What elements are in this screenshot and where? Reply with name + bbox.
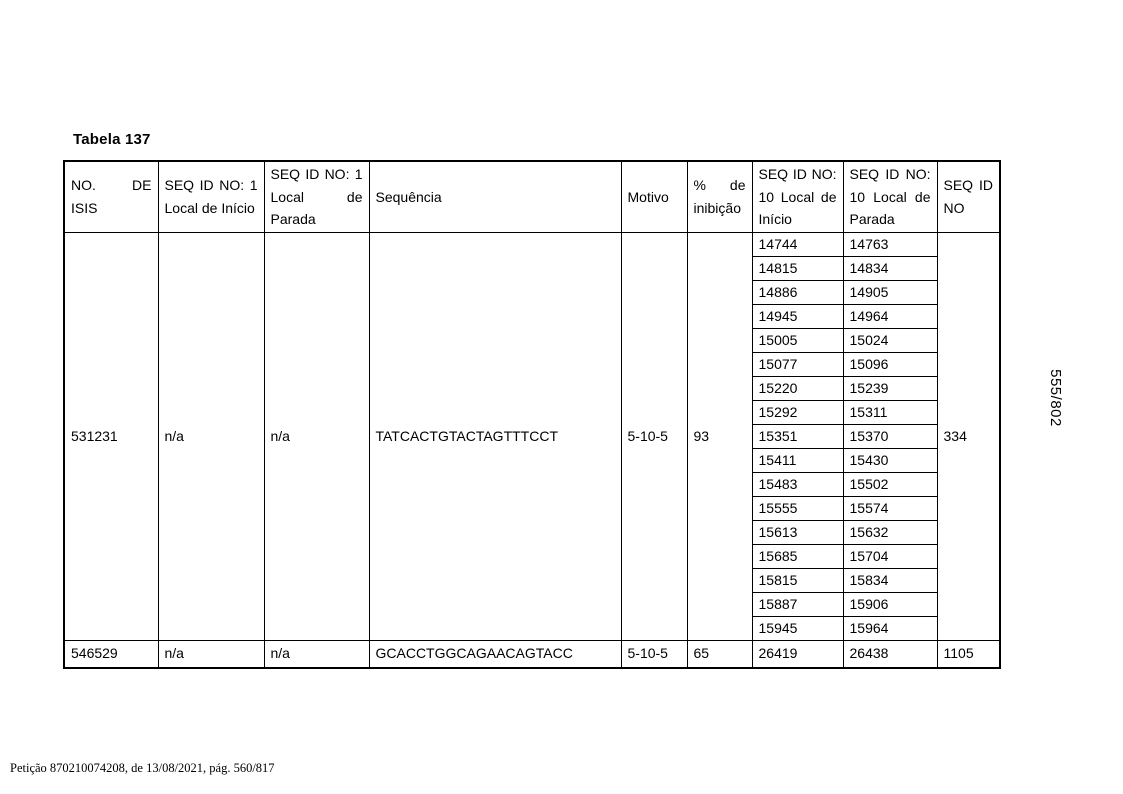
cell-inhibition: 65 [687,640,752,668]
header-line: 10 Local de [758,188,837,205]
header-line: Local de Início [164,199,255,216]
cell-site-start: 15411 [752,448,843,472]
header-line: SEQ ID NO: [849,166,931,182]
cell-motif: 5-10-5 [621,232,687,640]
data-row-1 [64,232,1000,256]
cell-site-start: 15077 [752,352,843,376]
page-title: Tabela 137 [73,131,151,148]
header-motivo [621,161,687,232]
cell-site-start: 14815 [752,256,843,280]
header-row [64,161,1000,232]
cell-site-stop: 15370 [843,424,937,448]
petition-footer: Petição 870210074208, de 13/08/2021, pág. 560/817 [10,761,275,775]
cell-site-start: 14886 [752,280,843,304]
cell-site-stop: 15430 [843,448,937,472]
cell-site-stop: 14834 [843,256,937,280]
cell-site-start: 14744 [752,232,843,256]
cell-site-stop: 14905 [843,280,937,304]
cell-site-stop: 15502 [843,472,937,496]
cell-seq1-stop: n/a [264,640,369,668]
header-line: inibição [693,199,741,216]
header-line: Parada [270,211,316,227]
cell-seq1-stop: n/a [264,232,369,640]
cell-isis: 531231 [64,232,158,640]
cell-site-start: 15555 [752,496,843,520]
cell-site-stop: 15964 [843,616,937,640]
cell-motif: 5-10-5 [621,640,687,668]
header-line: Motivo [627,188,669,205]
sequence-table [63,160,1001,669]
header-seq-id-no [937,161,1000,232]
cell-site-start: 15815 [752,568,843,592]
header-seq1-local-inicio [158,161,264,232]
cell-site-stop: 15906 [843,592,937,616]
header-line: Início [758,211,792,227]
cell-site-stop: 15024 [843,328,937,352]
cell-site-stop: 26438 [843,640,937,668]
vertical-page-number: 555/802 [1047,369,1064,427]
cell-site-start: 15613 [752,520,843,544]
header-line: SEQ ID [943,177,993,194]
cell-site-start: 15220 [752,376,843,400]
cell-site-stop: 15096 [843,352,937,376]
header-line: Sequência [375,188,442,205]
header-line: % de [693,177,746,194]
cell-site-stop: 14763 [843,232,937,256]
header-line: Local de [270,188,363,205]
cell-seq-id-no: 1105 [937,640,1000,668]
cell-site-start: 15351 [752,424,843,448]
cell-site-start: 15945 [752,616,843,640]
header-seq10-local-parada [843,161,937,232]
header-seq1-local-parada [264,161,369,232]
cell-site-stop: 15311 [843,400,937,424]
header-seq10-local-inicio [752,161,843,232]
data-row-2 [64,640,1000,668]
cell-site-start: 15292 [752,400,843,424]
header-line: NO. DE [71,177,152,194]
cell-site-start: 15685 [752,544,843,568]
header-line: SEQ ID NO: 1 [270,166,363,182]
cell-site-stop: 15239 [843,376,937,400]
cell-site-stop: 15834 [843,568,937,592]
cell-site-start: 15005 [752,328,843,352]
cell-seq-id-no: 334 [937,232,1000,640]
cell-site-stop: 15632 [843,520,937,544]
cell-isis: 546529 [64,640,158,668]
cell-seq1-start: n/a [158,640,264,668]
header-no-de-isis [64,161,158,232]
cell-inhibition: 93 [687,232,752,640]
header-line: 10 Local de [849,188,931,205]
cell-sequence: GCACCTGGCAGAACAGTACC [369,640,621,668]
cell-site-stop: 15574 [843,496,937,520]
header-line: Parada [849,211,895,227]
cell-site-stop: 14964 [843,304,937,328]
cell-site-start: 15483 [752,472,843,496]
header-inibicao [687,161,752,232]
header-line: SEQ ID NO: 1 [164,177,258,194]
cell-sequence: TATCACTGTACTAGTTTCCT [369,232,621,640]
cell-seq1-start: n/a [158,232,264,640]
header-line: SEQ ID NO: [758,166,837,182]
cell-site-stop: 15704 [843,544,937,568]
cell-site-start: 14945 [752,304,843,328]
header-line: NO [943,199,965,216]
cell-site-start: 26419 [752,640,843,668]
header-line: ISIS [71,199,98,216]
cell-site-start: 15887 [752,592,843,616]
header-sequencia [369,161,621,232]
